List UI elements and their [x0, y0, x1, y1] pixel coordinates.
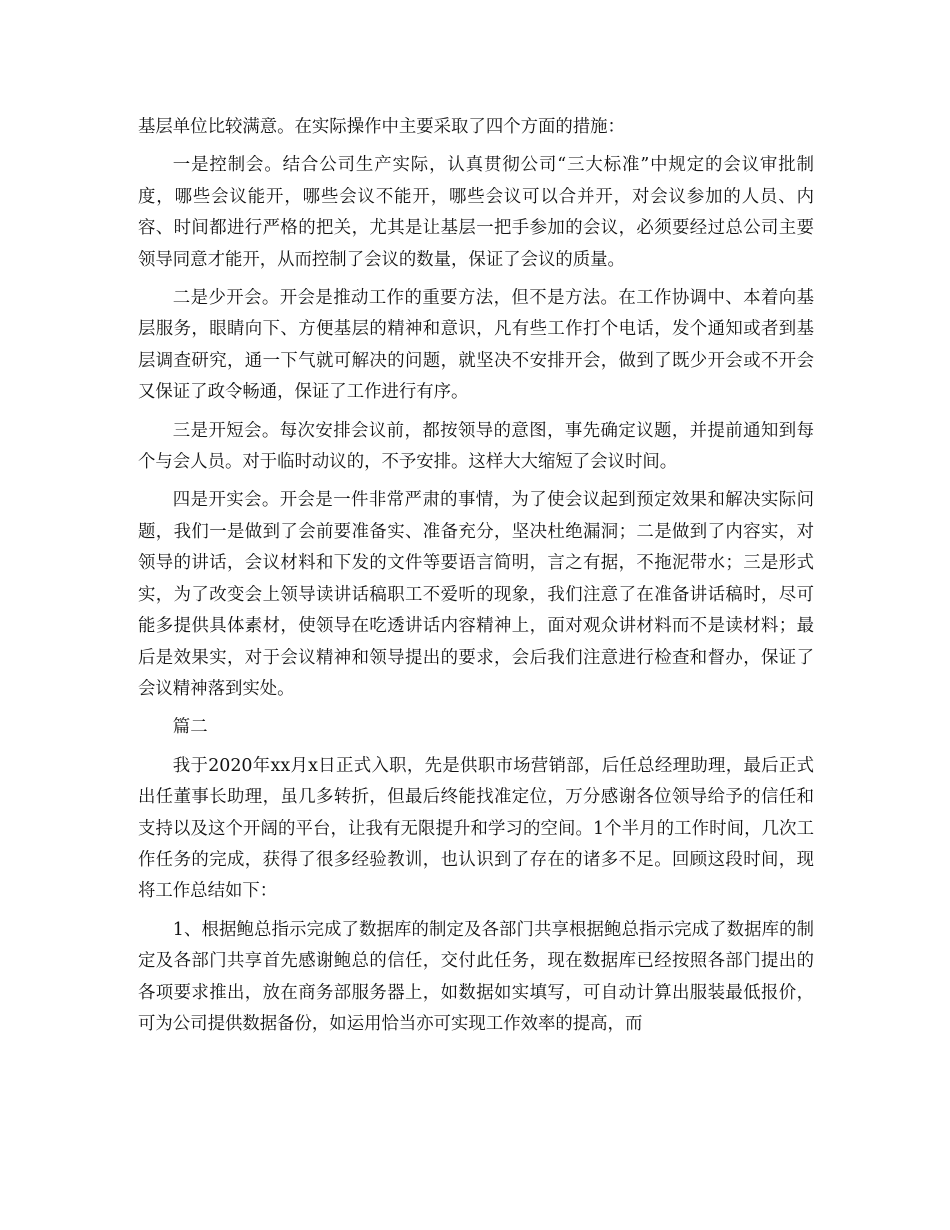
paragraph-database-item: 1、根据鲍总指示完成了数据库的制定及各部门共享根据鲍总指示完成了数据库的制定及各部门共享首先感谢鲍总的信任，交付此任务，现在数据库已经按照各部门提出的各项要求推出，放在商务部服务器上，如数据如实填写，可自动计算出服装最低报价，可为公司提供数据备份，如运用恰当亦可实现工作效率的提高，而 — [138, 919, 814, 1034]
paragraph-practical-meetings: 四是开实会。开会是一件非常严肃的事情，为了使会议起到预定效果和解决实际问题，我们一是做到了会前要准备实、准备充分，坚决杜绝漏洞；二是做到了内容实，对领导的讲话，会议材料和下发的文件等要语言简明，言之有据，不拖泥带水；三是形式实，为了改变会上领导读讲话稿职工不爱听的现象，我们注意了在准备讲话稿时，尽可能多提供具体素材，使领导在吃透讲话内容精神上，面对观众讲材料而不是读材料；最后是效果实，对于会议精神和领导提出的要求，会后我们注意进行检查和督办，保证了会议精神落到实处。 — [138, 490, 814, 699]
paragraph-short-meetings: 三是开短会。每次安排会议前，都按领导的意图，事先确定议题，并提前通知到每个与会人员。对于临时动议的，不予安排。这样大大缩短了会议时间。 — [138, 420, 814, 473]
section-heading: 篇二 — [172, 717, 208, 738]
paragraph-intro: 基层单位比较满意。在实际操作中主要采取了四个方面的措施： — [138, 117, 625, 137]
paragraph-fewer-meetings: 二是少开会。开会是推动工作的重要方法，但不是方法。在工作协调中、本着向基层服务，眼睛向下、方便基层的精神和意识，凡有些工作打个电话，发个通知或者到基层调查研究，通一下气就可解决的问题，就坚决不安排开会，做到了既少开会或不开会又保证了政令畅通，保证了工作进行有序。 — [138, 288, 814, 403]
paragraph-onboarding: 我于2020年xx月x日正式入职，先是供职市场营销部，后任总经理助理，最后正式出任董事长助理，虽几多转折，但最后终能找准定位，万分感谢各位领导给予的信任和支持以及这个开阔的平台，让我有无限提升和学习的空间。1个半月的工作时间，几次工作任务的完成，获得了很多经验教训，也认识到了存在的诸多不足。回顾这段时间，现将工作总结如下： — [138, 755, 814, 902]
document-page — [138, 112, 814, 1047]
paragraph-control-meetings: 一是控制会。结合公司生产实际，认真贯彻公司“三大标准”中规定的会议审批制度，哪些会议能开，哪些会议不能开，哪些会议可以合并开，对会议参加的人员、内容、时间都进行严格的把关，尤其是让基层一把手参加的会议，必须要经过总公司主要领导同意才能开，从而控制了会议的数量，保证了会议的质量。 — [138, 155, 814, 270]
